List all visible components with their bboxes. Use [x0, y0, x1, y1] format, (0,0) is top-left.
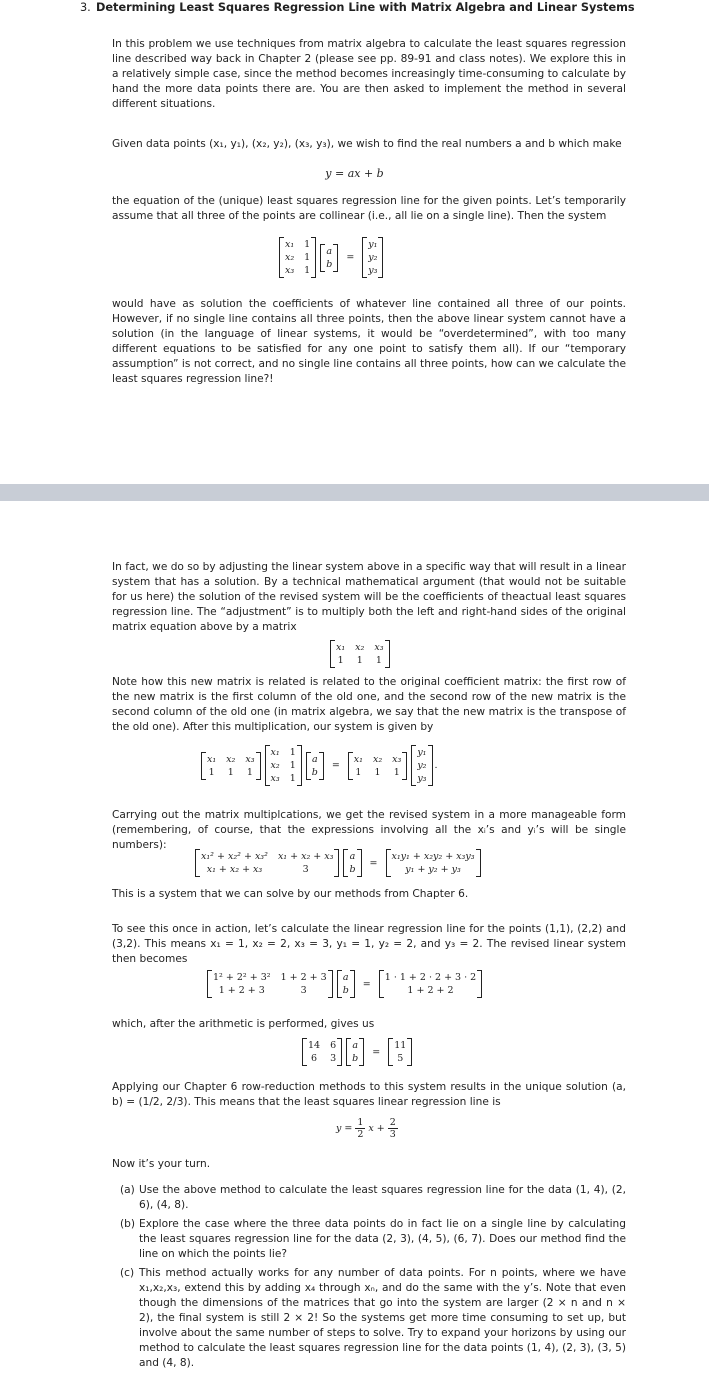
coefficient-matrix [265, 746, 302, 785]
item-text: Explore the case where the three data points do in fact lie on a single line by calculating the least squares regression line for the data (2, 3), (4, 5), (6, 7). Does our method find the line on which the points lie? [139, 1218, 626, 1260]
equals-sign: = [362, 978, 371, 990]
matrix-cell: a [349, 851, 356, 862]
carry-paragraph: Carrying out the matrix multiplcations, we get the revised system in a more manageable form (remembering, of course, that the expressions involving all the xᵢ’s and yᵢ’s will be single numbers): [112, 809, 626, 851]
matrix-cell: 1 [393, 766, 400, 778]
matrix-cell: y₃ [368, 265, 378, 276]
exercise-list [112, 1183, 626, 1375]
matrix-cell: x₃ [374, 642, 384, 653]
matrix-cell: x₁ [336, 642, 346, 653]
matrix-cell: x₁ [207, 753, 217, 765]
matrix-cell: 6 [330, 1040, 337, 1051]
unknown-vector [320, 245, 338, 271]
result-system [300, 1039, 414, 1065]
fraction-two-thirds [388, 1117, 398, 1140]
matrix-cell: x₂ [285, 252, 295, 263]
matrix-cell: 1 [337, 655, 344, 666]
matrix-cell: x₃ [285, 265, 295, 276]
matrix-cell: 1 + 2 + 2 [407, 985, 454, 996]
matrix-cell: y₃ [417, 773, 427, 784]
matrix-cell: 1 [304, 252, 311, 263]
page-bottom [0, 501, 709, 1396]
list-item [112, 1183, 626, 1213]
matrix-cell: 11 [394, 1040, 407, 1051]
matrix-cell: b [311, 766, 318, 778]
matrix-cell: x₂ [355, 642, 365, 653]
fraction-one-half [355, 1117, 365, 1140]
y-vector [411, 746, 432, 785]
coefficient-matrix [279, 238, 316, 277]
note-paragraph: Note how this new matrix is related is related to the original coefficient matrix: the first row of the new matrix is the first column of the old one, and the second row of the new matrix is the second column of the old one (in matrix algebra, we say that the new matrix is the transpose of the old one). After this multiplication, our system is given by [112, 676, 626, 733]
list-item [112, 1266, 626, 1371]
revised-coefficient-matrix [195, 850, 339, 876]
matrix-cell: 1 [227, 766, 234, 778]
numerator: 1 [357, 1117, 364, 1128]
matrix-cell: x₃ [392, 753, 402, 765]
matrix-cell: a [342, 972, 349, 983]
page-separator [0, 484, 709, 501]
matrix-cell: 1 [208, 766, 215, 778]
regression-line-equation [336, 1117, 398, 1140]
matrix-cell: 1 [289, 760, 296, 771]
intro-paragraph: In this problem we use techniques from matrix algebra to calculate the least squares regression line described way back in Chapter 2 (please see pp. 89-91 and class notes). We explore this in a relatively simple case, since the method becomes increasingly time-consuming to calculate by hand the more data points there are. You are then asked to implement the method in several different situations. [112, 38, 626, 110]
numeric-system [205, 971, 484, 997]
transpose-matrix-grid [330, 641, 390, 667]
matrix-cell: y₂ [368, 252, 378, 263]
matrix-cell: x₁ + x₂ + x₃ [206, 864, 263, 875]
matrix-cell: y₂ [417, 760, 427, 771]
revised-system [193, 850, 483, 876]
matrix-cell: x₂ [372, 753, 383, 765]
matrix-cell: 1 [374, 766, 381, 778]
multiplied-system [199, 746, 438, 785]
matrix-cell: x₃ [270, 773, 280, 784]
matrix-cell: 1 [355, 766, 362, 778]
matrix-cell: 1² + 2² + 3² [213, 972, 271, 983]
line-equation: y = ax + b [325, 167, 384, 180]
period: . [434, 760, 438, 771]
matrix-cell: 1 [375, 655, 382, 666]
result-coefficient-matrix [302, 1039, 342, 1065]
denominator: 3 [389, 1129, 396, 1140]
arith-paragraph: which, after the arithmetic is performed, gives us [112, 1018, 375, 1030]
matrix-cell: y₁ + y₂ + y₃ [405, 864, 461, 875]
original-matrix-system [277, 238, 385, 277]
y-vector [362, 238, 383, 277]
matrix-cell: x₃ [245, 753, 255, 765]
matrix-cell: x₁ [285, 239, 295, 250]
matrix-cell: 1 [289, 747, 296, 758]
equals-sign: = [372, 1046, 381, 1058]
matrix-cell: x₁² + x₂² + x₃² [201, 851, 268, 862]
matrix-cell: b [326, 258, 333, 270]
item-text: Use the above method to calculate the least squares regression line for the data (1, 4), (2, 6), (4, 8). [139, 1184, 626, 1211]
matrix-cell: y₁ [417, 747, 427, 758]
matrix-cell: x₁ [270, 747, 280, 758]
matrix-cell: 1 [304, 265, 311, 276]
matrix-cell: b [349, 864, 356, 875]
however-paragraph: would have as solution the coefficients of whatever line contained all three of our points. However, if no single line contains all three points, then the above linear system cannot have a solution (in the language of linear systems, it would be “overdetermined”, with too many different equations to be satisfied for any one point to satisfy them all). If our “temporary assumption” is not correct, and no single line contains all three points, how can we calculate the least squares regression line?! [112, 298, 626, 385]
equals-sign: = [346, 252, 355, 263]
matrix-cell: 1 + 2 + 3 [218, 985, 265, 996]
matrix-cell: 1 [304, 239, 311, 250]
matrix-cell: 1 + 2 + 3 [280, 972, 327, 983]
matrix-cell: b [352, 1053, 359, 1064]
unknown-vector [346, 1039, 364, 1065]
matrix-cell: 1 [289, 773, 296, 784]
matrix-cell: x₁y₁ + x₂y₂ + x₃y₃ [391, 851, 475, 862]
turn-paragraph: Now it’s your turn. [112, 1158, 211, 1170]
apply-paragraph: Applying our Chapter 6 row-reduction methods to this system results in the unique solution (a, b) = (1/2, 2/3). This means that the least squares linear regression line is [112, 1081, 626, 1108]
result-y-vector [388, 1039, 412, 1065]
matrix-cell: y₁ [368, 239, 378, 250]
unknown-vector [343, 850, 361, 876]
page-top [0, 0, 709, 484]
matrix-cell: a [352, 1040, 359, 1051]
numeric-y-vector [379, 971, 482, 997]
matrix-cell: a [311, 753, 318, 765]
revised-y-vector [386, 850, 481, 876]
list-item [112, 1217, 626, 1262]
collinear-paragraph: the equation of the (unique) least squares regression line for the given points. Let’s temporarily assume that all three of the points are collinear (i.e., all lie on a single line). Then the system [112, 195, 626, 222]
item-label: (b) [120, 1218, 135, 1230]
chapter6-paragraph: This is a system that we can solve by our methods from Chapter 6. [112, 888, 469, 900]
item-label: (c) [120, 1267, 135, 1279]
matrix-cell: x₁ [353, 753, 363, 765]
unknown-vector [306, 753, 324, 779]
fact-paragraph: In fact, we do so by adjusting the linear system above in a specific way that will result in a linear system that has a solution. By a technical mathematical argument (that would not be suitable for us here) the solution of the revised system will be the coefficients of theactual least squares regression line. The “adjustment” is to multiply both the left and right-hand sides of the original matrix equation above by a matrix [112, 561, 626, 633]
transpose-left [201, 753, 261, 779]
matrix-cell: a [326, 245, 333, 257]
matrix-cell: 5 [397, 1053, 404, 1064]
numeric-coefficient-matrix [207, 971, 333, 997]
given-paragraph: Given data points (x₁, y₁), (x₂, y₂), (x₃, y₃), we wish to find the real numbers a and b which make [112, 138, 622, 150]
equals-sign: = [331, 760, 340, 771]
matrix-cell: 1 [356, 655, 363, 666]
action-paragraph: To see this once in action, let’s calculate the linear regression line for the points (1,1), (2,2) and (3,2). This means x₁ = 1, x₂ = 2, x₃ = 3, y₁ = 1, y₂ = 2, and y₃ = 2. The revised linear system then becomes [112, 923, 626, 965]
unknown-vector [337, 971, 355, 997]
problem-heading [80, 1, 635, 14]
final-y: y = [336, 1123, 353, 1134]
matrix-cell: x₂ [270, 760, 280, 771]
matrix-cell: 3 [302, 864, 309, 875]
final-mid: x + [368, 1123, 385, 1134]
item-text: This method actually works for any number of data points. For n points, where we have x₁,x₂,x₃, extend this by adding x₄ through xₙ, and do the same with the y’s. Note that even though the dimensions of the matrices that go into the system are larger (2 × n and n × 2), the final system is still 2 × 2! So the systems get more time consuming to set up, but involve about the same number of steps to solve. Try to expand your horizons by using our method to calculate the least squares regression line for the data points (1, 4), (2, 3), (3, 5) and (4, 8). [139, 1267, 626, 1369]
matrix-cell: 1 · 1 + 2 · 2 + 3 · 2 [384, 972, 477, 983]
matrix-cell: x₁ + x₂ + x₃ [277, 851, 334, 862]
denominator: 2 [357, 1129, 364, 1140]
transpose-matrix [328, 641, 392, 667]
matrix-cell: 6 [311, 1053, 318, 1064]
problem-title: Determining Least Squares Regression Line with Matrix Algebra and Linear Systems [96, 1, 635, 14]
matrix-cell: 14 [308, 1040, 321, 1051]
matrix-cell: 3 [330, 1053, 337, 1064]
matrix-cell: 1 [246, 766, 253, 778]
matrix-cell: 3 [300, 985, 307, 996]
matrix-cell: x₂ [226, 753, 236, 765]
item-label: (a) [120, 1184, 135, 1196]
matrix-cell: b [342, 985, 349, 996]
transpose-right [348, 753, 408, 779]
equals-sign: = [369, 857, 378, 869]
problem-number: 3. [80, 1, 91, 14]
numerator: 2 [389, 1117, 396, 1128]
